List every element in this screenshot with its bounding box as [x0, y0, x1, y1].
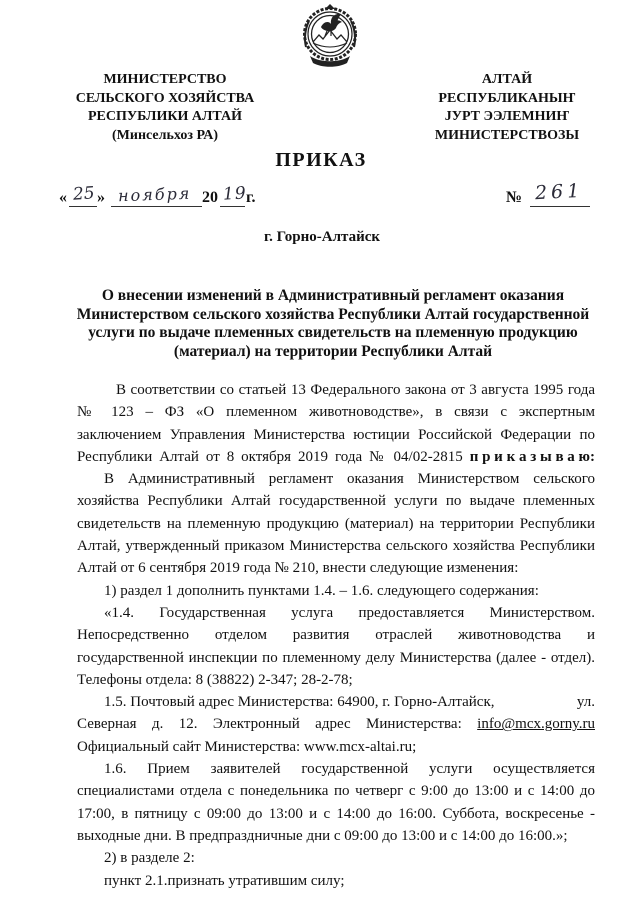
number-handwritten: 261	[534, 179, 584, 205]
subject-line: Министерством сельского хозяйства Республики Алтай государственной	[76, 305, 590, 323]
coat-of-arms-icon	[300, 3, 360, 69]
subject-line: (материал) на территории Республики Алтай	[173, 343, 493, 361]
body-line: Алтай, утвержденный приказом Министерства сельского хозяйства Республики	[77, 538, 595, 555]
body-line: Телефоны отдела: 8 (38822) 2-347; 28-2-78;	[77, 671, 353, 688]
order-body	[77, 379, 595, 892]
date-open-quote: «	[59, 189, 67, 206]
date-year-unit: г.	[246, 189, 256, 206]
ministry-name-russian	[45, 71, 285, 145]
body-line: государственной инспекции по племенному делу Министерства (далее - отдел).	[77, 649, 595, 666]
body-line: В Административный регламент оказания Министерством сельского	[104, 471, 595, 488]
body-line: хозяйства Республики Алтай государственной услуги по выдаче племенных	[77, 493, 595, 510]
ministry-name-altai	[387, 71, 627, 145]
body-line	[77, 713, 595, 735]
date-month-handwritten: ноября	[117, 183, 192, 206]
body-line: № 123 – ФЗ «О племенном животноводстве», в связи с экспертным	[77, 404, 595, 421]
body-line: 2) в разделе 2:	[104, 850, 195, 867]
body-line-text: Республики Алтай от 8 октября 2019 года № 04/02-2815	[77, 448, 463, 465]
email-link[interactable]: info@mcx.gorny.ru	[477, 716, 595, 733]
body-line: Непосредственно отделом развития отраслей животноводства и	[77, 627, 595, 644]
date-close-quote: »	[97, 189, 105, 206]
body-line: заключением Управления Министерства юстиции Российской Федерации по	[77, 426, 595, 443]
body-line	[77, 446, 595, 468]
date-year-handwritten: 19	[222, 183, 248, 205]
number-sign: №	[506, 189, 523, 206]
header-line: РЕСПУБЛИКИ АЛТАЙ	[87, 109, 243, 124]
header-line: (Минсельхоз РА)	[112, 127, 218, 143]
subject-line: услуги по выдаче племенных свидетельств на племенную продукцию	[88, 324, 578, 342]
date-day-handwritten: 25	[72, 183, 96, 205]
city-line: г. Горно-Алтайск	[263, 229, 381, 245]
body-line-text: Северная д. 12. Электронный адрес Министерства:	[77, 716, 462, 733]
date-year-prefix: 20	[202, 189, 218, 206]
body-line: свидетельств на племенную продукцию (материал) на территории Республики	[77, 515, 595, 532]
number-underline	[530, 206, 590, 207]
header-line: РЕСПУБЛИКАНЫҤ	[438, 90, 576, 106]
body-line	[77, 691, 595, 713]
postal-address-street-abbr: ул.	[576, 694, 595, 711]
header-line: АЛТАЙ	[481, 72, 533, 87]
subject-line: О внесении изменений в Административный регламент оказания	[101, 287, 565, 304]
header-line: МИНИСТЕРСТВО	[103, 72, 227, 87]
body-line: Официальный сайт Министерства: www.mcx-altai.ru;	[77, 738, 417, 755]
body-line: «1.4. Государственная услуга предоставляется Министерством.	[104, 604, 595, 621]
body-line: пункт 2.1.признать утратившим силу;	[104, 872, 345, 889]
document-title: ПРИКАЗ	[275, 149, 367, 171]
header-line: СЕЛЬСКОГО ХОЗЯЙСТВА	[75, 90, 255, 106]
body-line: Алтай от 6 сентября 2019 года № 210, внести следующие изменения:	[77, 560, 519, 577]
body-line: В соответствии со статьей 13 Федерального закона от 3 августа 1995 года	[116, 382, 595, 398]
header-line: МИНИСТЕРСТВОЗЫ	[434, 127, 580, 143]
order-subject	[72, 287, 594, 362]
body-line: 1) раздел 1 дополнить пунктами 1.4. – 1.6. следующего содержания:	[104, 582, 539, 599]
postal-address-text: 1.5. Почтовый адрес Министерства: 64900, г. Горно-Алтайск,	[104, 694, 495, 711]
header-line: ЈУРТ ЭЭЛЕМНИҤ	[444, 109, 570, 124]
body-line: выходные дни. В предпраздничные дни с 09:00 до 13:00 и с 14:00 до 16:00.»;	[77, 827, 568, 844]
body-line: 17:00, в пятницу с 09:00 до 13:00 и с 14:00 до 16:00. Суббота, воскресенье -	[77, 805, 595, 822]
order-decision-word: п р и к а з ы в а ю:	[469, 448, 596, 465]
body-line: специалистами отдела с понедельника по четверг с 9:00 до 13:00 и с 14:00 до	[77, 783, 595, 800]
body-line: 1.6. Прием заявителей государственной услуги осуществляется	[104, 761, 595, 778]
